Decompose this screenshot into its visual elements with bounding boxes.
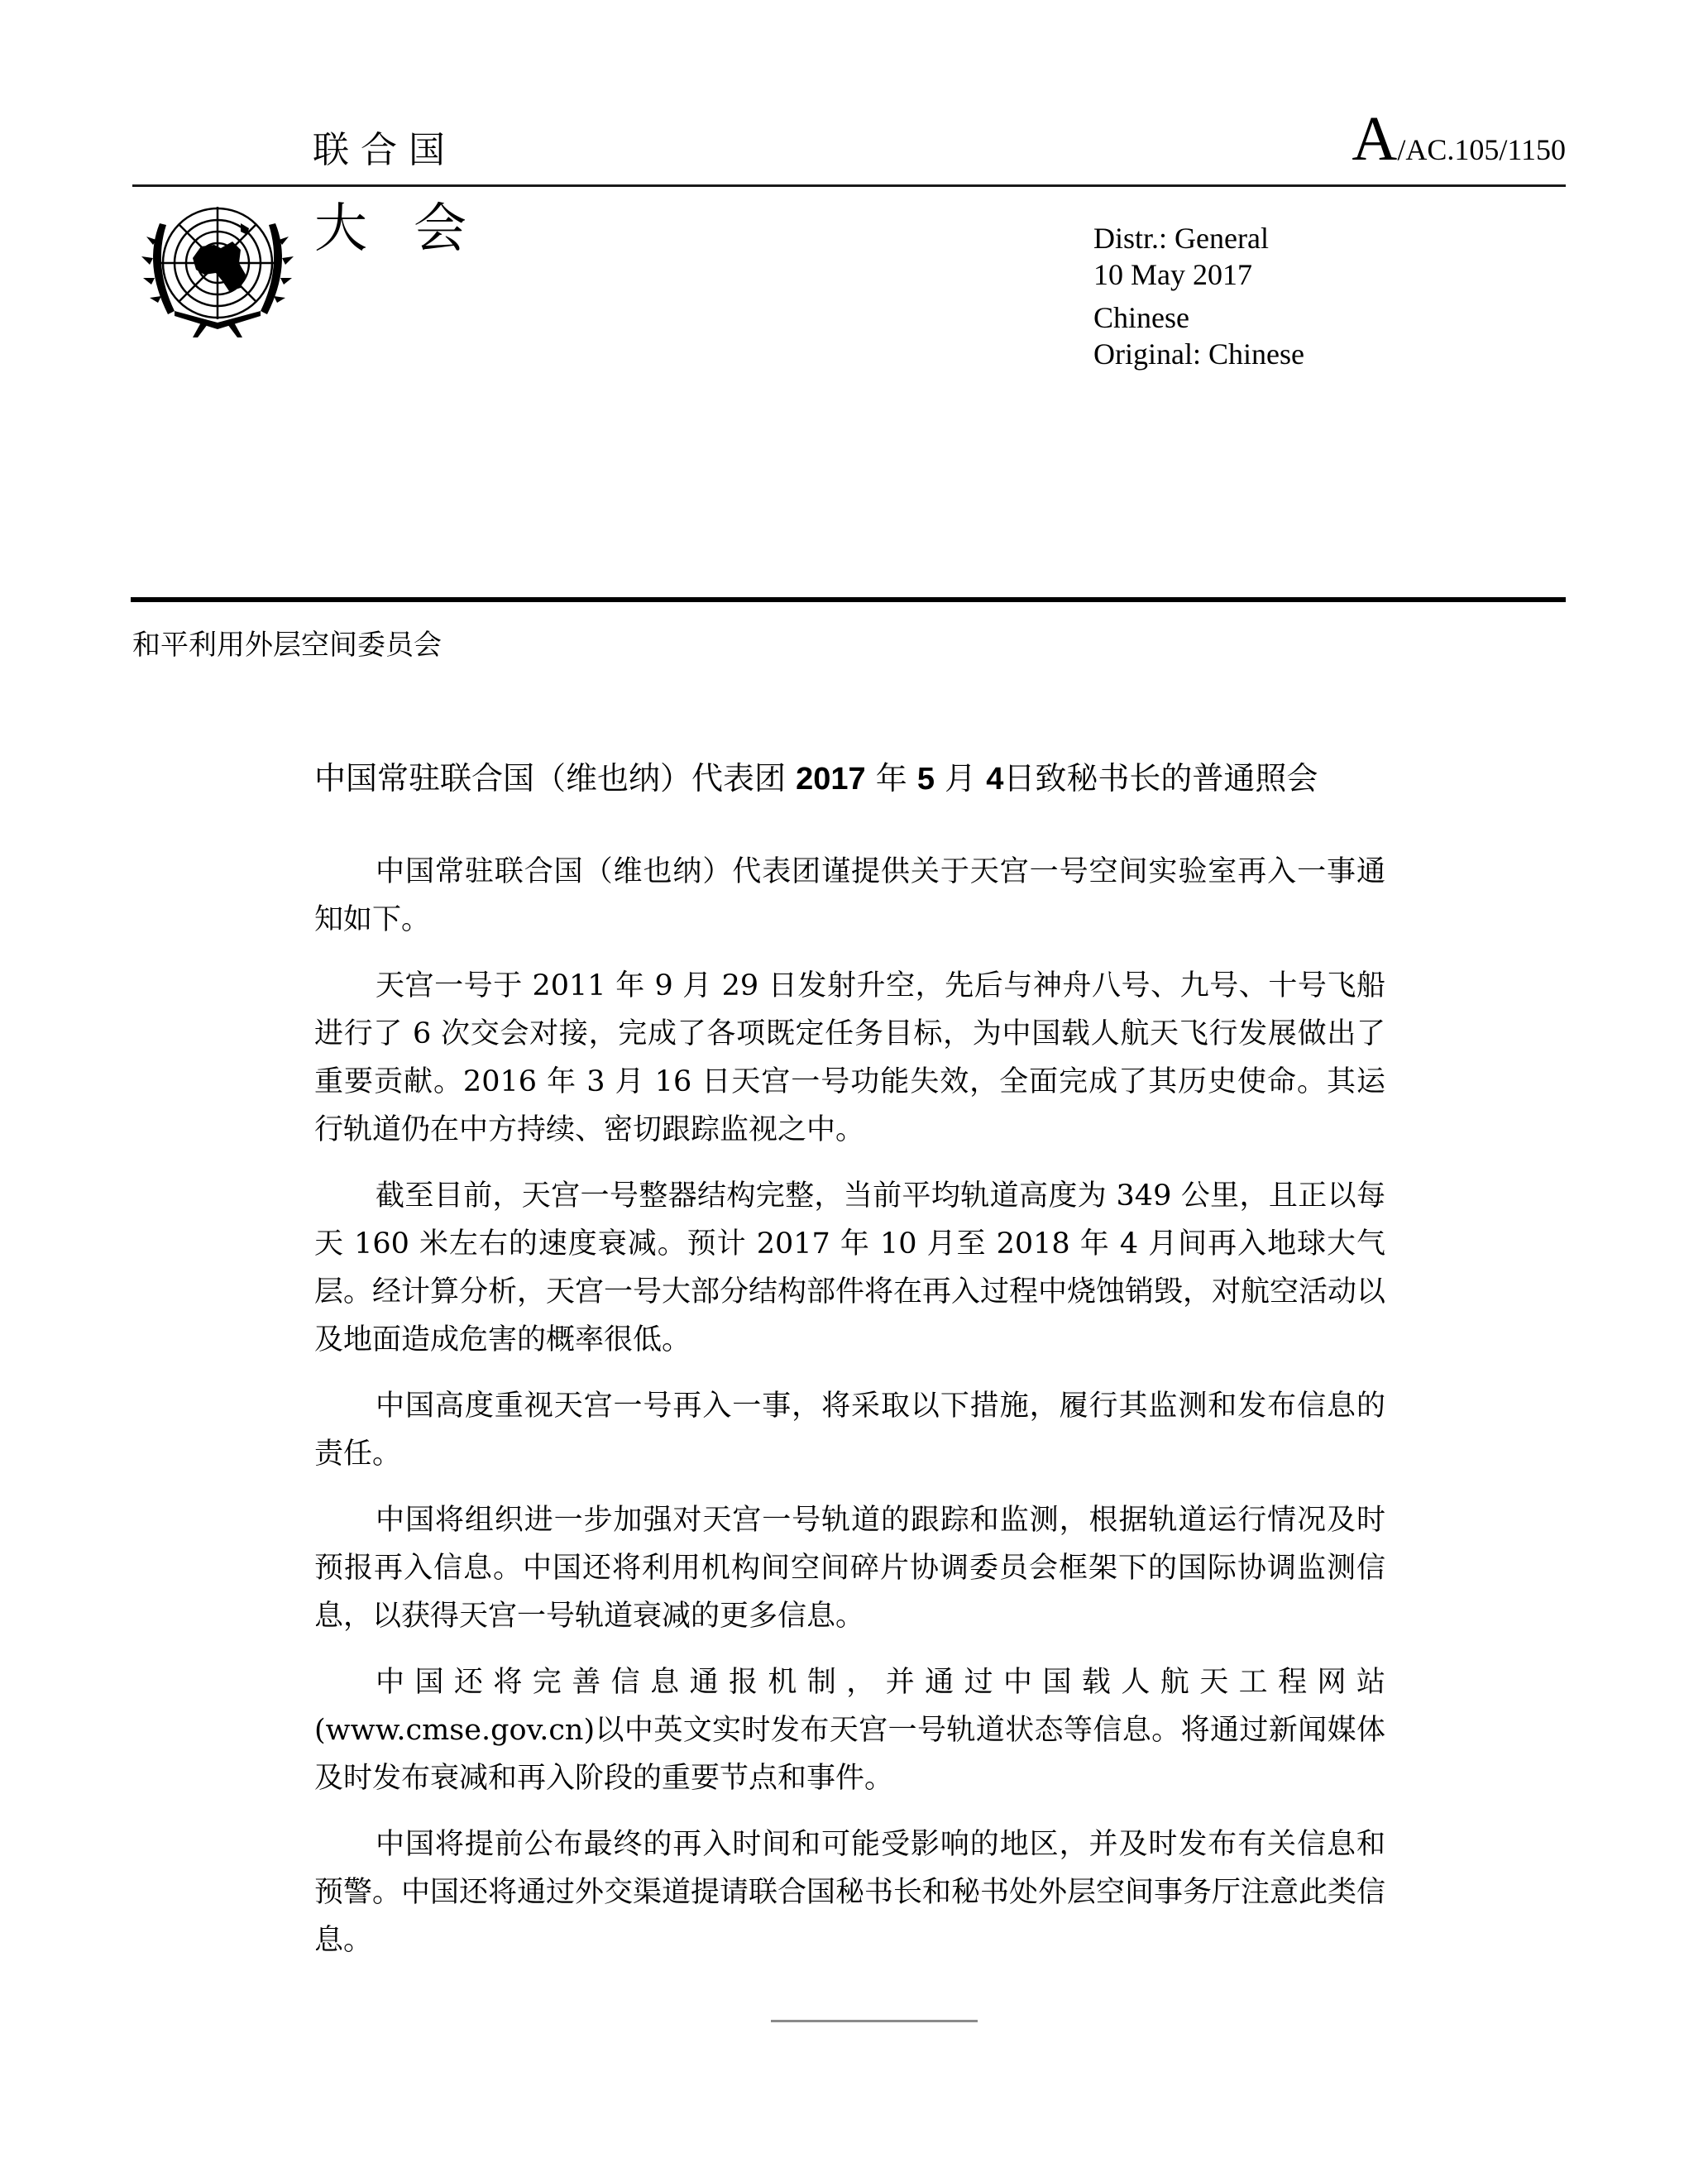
document-date: 10 May 2017 xyxy=(1093,258,1252,291)
committee-name: 和平利用外层空间委员会 xyxy=(132,629,442,662)
body-paragraph: 天宫一号于 2011 年 9 月 29 日发射升空，先后与神舟八号、九号、十号飞船进行了 6 次交会对接，完成了各项既定任务目标，为中国载人航天飞行发展做出了重要贡献。2016 年 3 月 16 日天宫一号功能失效，全面完成了其历史使命。其运行轨道仍在中方持续、密切跟踪监视之中。 xyxy=(314,969,1385,1146)
document-symbol-number: /AC.105/1150 xyxy=(1397,133,1566,166)
document-symbol-prefix: A xyxy=(1352,104,1398,174)
title-year: 2017 xyxy=(796,762,866,797)
title-text: 月 xyxy=(945,760,977,797)
title-text: 日致秘书长的普通照会 xyxy=(1003,760,1318,797)
end-of-document-rule xyxy=(771,2020,978,2022)
title-month: 5 xyxy=(916,762,935,797)
body-paragraph: 中国将提前公布最终的再入时间和可能受影响的地区，并及时发布有关信息和预警。中国还将通过外交渠道提请联合国秘书长和秘书处外层空间事务厅注意此类信息。 xyxy=(314,1828,1386,1957)
body-paragraph: 中国还将完善信息通报机制，并通过中国载人航天工程网站(www.cmse.gov.cn)以中英文实时发布天宫一号轨道状态等信息。将通过新闻媒体及时发布衰减和再入阶段的重要节点和事件。 xyxy=(314,1666,1385,1795)
body-paragraph: 中国常驻联合国（维也纳）代表团谨提供关于天宫一号空间实验室再入一事通知如下。 xyxy=(314,855,1385,936)
document-symbol xyxy=(1352,104,1566,174)
document-body xyxy=(314,848,1385,1983)
original-language: Original: Chinese xyxy=(1093,337,1304,371)
section-divider xyxy=(131,597,1566,602)
title-text: 中国常驻联合国（维也纳）代表团 xyxy=(314,760,787,797)
body-paragraph: 中国将组织进一步加强对天宫一号轨道的跟踪和监测，根据轨道运行情况及时预报再入信息。中国还将利用机构间空间碎片协调委员会框架下的国际协调监测信息，以获得天宫一号轨道衰减的更多信息。 xyxy=(314,1504,1385,1633)
body-paragraph: 截至目前，天宫一号整器结构完整，当前平均轨道高度为 349 公里，且正以每天 160 米左右的速度衰减。预计 2017 年 10 月至 2018 年 4 月间再入地球大气层。经计算分析，天宫一号大部分结构部件将在再入过程中烧蚀销毁，对航空活动以及地面造成危害的概率很低。 xyxy=(314,1179,1386,1356)
header-divider xyxy=(132,184,1566,187)
document-language: Chinese xyxy=(1093,301,1189,334)
body-paragraph: 中国高度重视天宫一号再入一事，将采取以下措施，履行其监测和发布信息的责任。 xyxy=(314,1390,1385,1471)
organ-name: 大会 xyxy=(314,199,513,260)
document-title xyxy=(314,753,1390,798)
organization-name: 联合国 xyxy=(313,129,457,171)
title-day: 4 xyxy=(986,762,1004,797)
title-text: 年 xyxy=(875,760,907,797)
un-emblem-icon xyxy=(135,199,300,339)
distribution-block xyxy=(1093,220,1304,372)
distribution-status: Distr.: General xyxy=(1093,222,1269,255)
